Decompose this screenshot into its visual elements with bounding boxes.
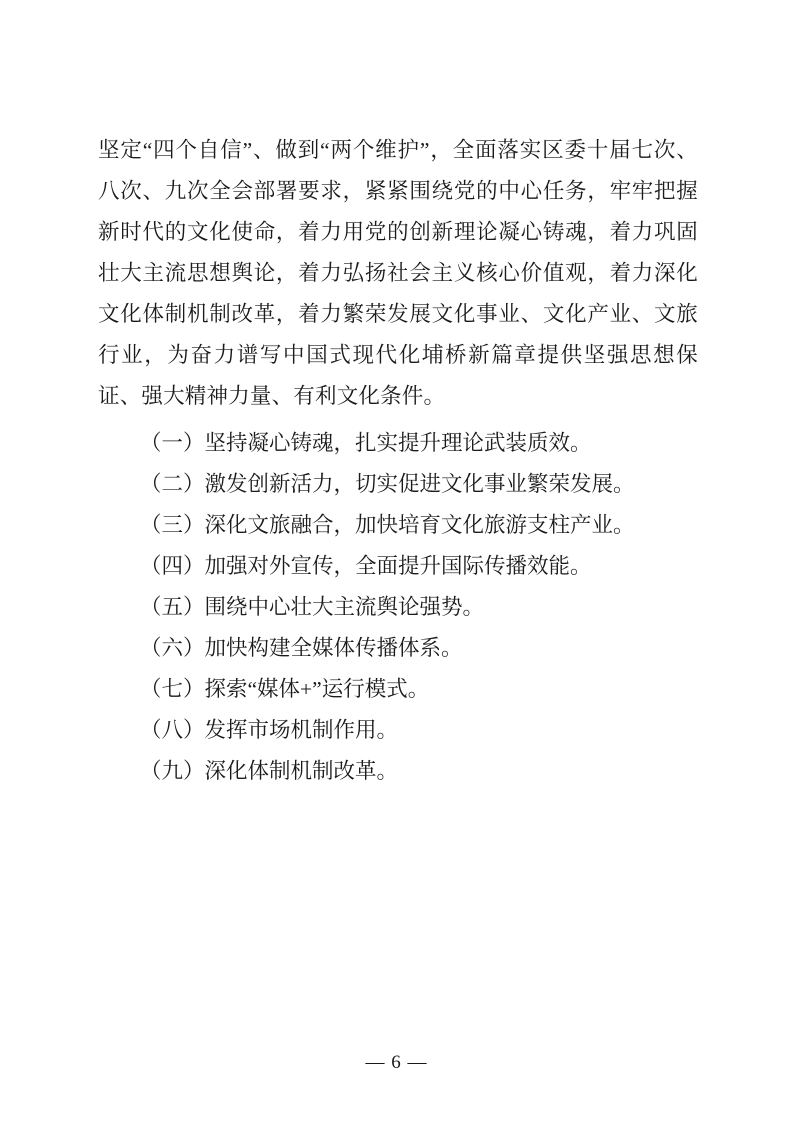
page-number: — 6 — (365, 1052, 428, 1073)
body-paragraph: 坚定“四个自信”、做到“两个维护”，全面落实区委十届七次、八次、九次全会部署要求，紧紧围绕党的中心任务，牢牢把握新时代的文化使命，着力用党的创新理论凝心铸魂，着力巩固壮大主流思想舆论，着力弘扬社会主义核心价值观，着力深化文化体制机制改革，着力繁荣发展文化事业、文化产业、文旅行业，为奋力谱写中国式现代化埔桥新篇章提供坚强思想保证、强大精神力量、有利文化条件。 (98, 138, 698, 408)
numbered-item-list (98, 423, 698, 792)
list-item: （九）深化体制机制改革。 (140, 759, 399, 783)
list-item: （二）激发创新活力，切实促进文化事业繁荣发展。 (140, 472, 635, 496)
list-item: （三）深化文旅融合，加快培育文化旅游支柱产业。 (140, 513, 635, 537)
list-item: （七）探索“媒体+”运行模式。 (140, 677, 430, 701)
list-item: （八）发挥市场机制作用。 (140, 718, 399, 742)
list-item: （五）围绕中心壮大主流舆论强势。 (140, 595, 485, 619)
page-content (98, 130, 698, 792)
list-item: （四）加强对外宣传，全面提升国际传播效能。 (140, 554, 592, 578)
list-item: （一）坚持凝心铸魂，扎实提升理论武装质效。 (140, 431, 592, 455)
list-item: （六）加快构建全媒体传播体系。 (140, 636, 463, 660)
